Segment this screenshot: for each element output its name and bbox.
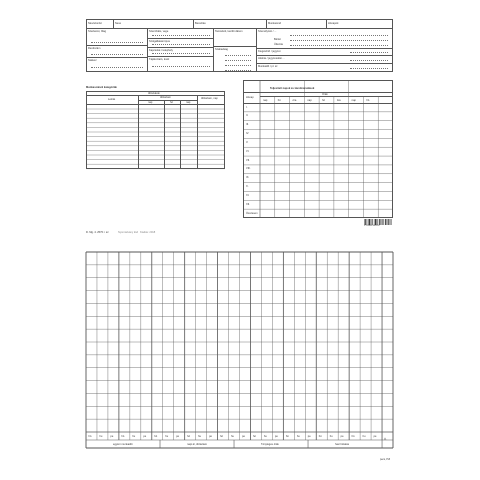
header-field-15: Munkaidő / pl. sz. [258, 65, 279, 68]
grid-col-code: pe [340, 434, 344, 438]
header-field-2: Rendszám [88, 47, 101, 50]
right-table-col-header: nap [307, 98, 312, 102]
right-table-row-label: VI. [246, 149, 250, 153]
right-table-row-label: X. [246, 185, 249, 189]
right-table-row-label: III. [246, 123, 249, 127]
grid-col-code: hu [231, 434, 234, 438]
header-field-1: Szerkezet, főág [88, 30, 107, 33]
header-field-6: Kapcsolat / telephely [149, 49, 173, 52]
header-field-9: Szabadság [215, 48, 228, 51]
grid-col-code: pe [110, 434, 114, 438]
right-table-row-label: V. [246, 140, 249, 144]
grid-col-code: hu [263, 434, 267, 438]
header-field-4: Szerződés, vege [149, 30, 169, 33]
left-table-col-nap: nap [148, 101, 153, 104]
grid-col-code: hu [296, 434, 300, 438]
right-table-row-label: IV. [246, 132, 249, 136]
header-field-10: Személyzeti / ... [258, 30, 277, 33]
grid-col-code: pe [373, 434, 377, 438]
right-table-col-header: óra [292, 98, 297, 102]
left-table-col-desc: Leírás [108, 98, 116, 101]
header-field-13: Kiegészítő / jegyzet [258, 50, 281, 53]
right-table-row-label: Összesen [246, 211, 258, 215]
right-table-row-label: I. [246, 105, 248, 109]
grid-section-label: havi futtatás [335, 442, 350, 446]
right-table-col-header: hó [322, 98, 325, 102]
grid-section-label: Tényleges órák [261, 442, 279, 446]
header-field-8: Tanúsított, kezdő dátum [215, 30, 243, 33]
left-table-col-ho: hó [170, 101, 173, 104]
header-label-position: Beosztás [195, 22, 206, 25]
right-table-col-header: nap [351, 98, 356, 102]
grid-col-code: pe [307, 434, 311, 438]
grid-col-code: hó [318, 434, 322, 438]
grid-col-code: hu [198, 434, 202, 438]
grid-col-code: hó [88, 434, 92, 438]
grid-col-code: pe [209, 434, 212, 438]
left-table-col-total: Időtartam, nap [201, 97, 218, 100]
header-field-12: Útleírás [274, 43, 283, 46]
header-field-3: Státusz [88, 59, 97, 62]
right-table-row-label: VII. [246, 158, 250, 162]
grid-col-code: hó [121, 434, 125, 438]
grid-col-code: hó [220, 434, 223, 438]
right-table-row-label: VIII. [246, 167, 251, 171]
header-field-5: Szolgáltatási tipus [149, 40, 170, 43]
right-table-col-header: hó [277, 98, 281, 102]
grid-col-code: hó [351, 434, 355, 438]
grid-col-code: pe [143, 434, 147, 438]
form-code: D. Mg. 4. 2570 r. sz. [86, 231, 110, 234]
right-table-group-header: Órák [322, 93, 328, 96]
grid-corner-label: pecs, Pdf [380, 458, 390, 461]
header-label-name: Neve [115, 22, 122, 25]
header-field-7: Tájékoztató, levél [149, 58, 170, 61]
header-label-schedule: Munkarend [268, 22, 281, 25]
form-code-3: Kiadás: 2018 [140, 231, 156, 234]
right-table-row-label: XII. [246, 202, 250, 206]
grid-col-code: hó [187, 434, 191, 438]
grid-section-label: egyéni munkaidő [113, 442, 133, 446]
grid-col-code: pe [176, 434, 180, 438]
right-table-row-label: II. [246, 114, 249, 118]
grid-col-code: hu [132, 434, 136, 438]
grid-col-code: hó [285, 434, 289, 438]
grid-col-code: hó [154, 434, 158, 438]
right-table-row-label: IX. [246, 176, 250, 180]
form-code-2: Nyomtatvány kód [118, 231, 139, 234]
left-table-col-nap2: nap [186, 101, 191, 104]
right-table-col-header: hó [366, 98, 370, 102]
grid-col-code: hó [252, 434, 256, 438]
barcode-text: 5 999886 063459 [364, 225, 380, 227]
header-label-months: Hónapok [328, 22, 339, 25]
right-table-col-header: nap [263, 98, 268, 102]
grid-col-code: hu [165, 434, 169, 438]
header-field-11: Bérlet [274, 38, 281, 41]
header-field-14: Aláírás / jegyzetelési ... [258, 57, 285, 60]
grid-section-label: napi ár, időtartam [187, 442, 208, 446]
grid-col-code: pe [274, 434, 278, 438]
right-table-row-label: XI. [246, 193, 250, 197]
grid-col-code: hu [329, 434, 333, 438]
left-table-col-dur: Időtartam [160, 96, 171, 99]
grid-col-code: hu [99, 434, 103, 438]
right-table-col-header: óra [336, 98, 341, 102]
right-table-title: Teljesített napok és távolmaradások [270, 87, 315, 90]
right-table-col-month: Hónap [246, 96, 254, 99]
grid-col-code: pe [242, 434, 245, 438]
grid-col-code: hu [362, 434, 366, 438]
grid-end-label: Ö. [384, 438, 387, 441]
left-table-group-header: Időszakok [148, 92, 160, 95]
header-label-id: Név/azonító [88, 22, 102, 25]
left-table-title: Munkaszüneti kategóriák [86, 86, 117, 89]
